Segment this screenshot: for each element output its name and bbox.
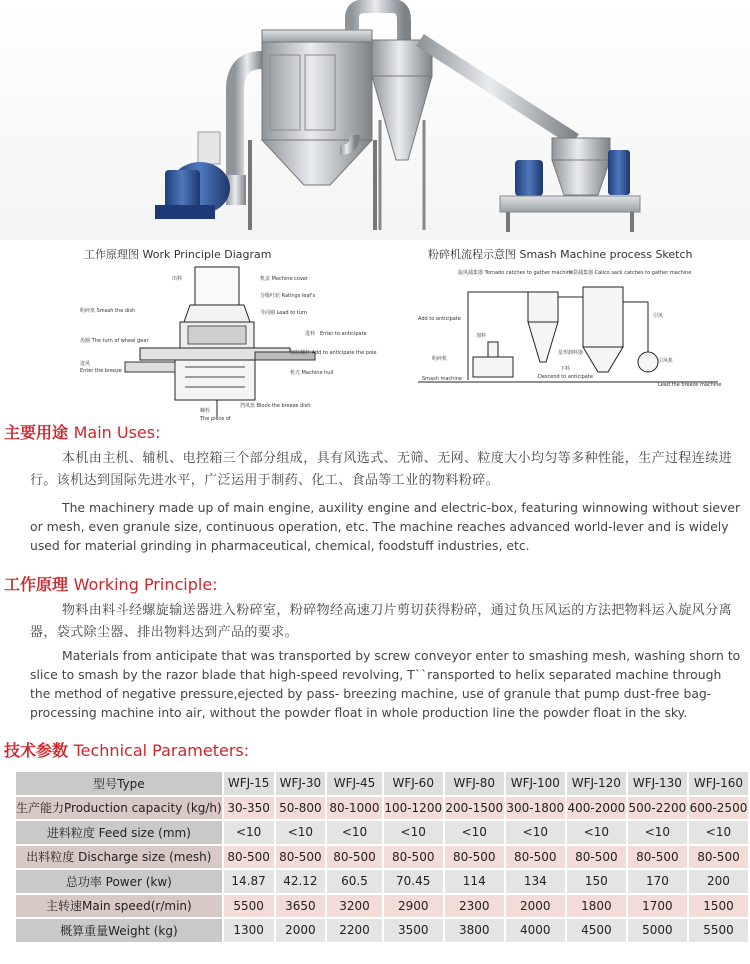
table-cell: 300-1800 — [506, 797, 565, 820]
smash-process-caption: 粉碎机流程示意图 Smash Machine process Sketch — [428, 248, 693, 261]
row-label: 概算重量Weight (kg) — [16, 919, 222, 942]
table-cell: 170 — [628, 870, 687, 893]
table-cell: 60.5 — [327, 870, 381, 893]
row-label: 出料粒度 Discharge size (mesh) — [16, 846, 222, 869]
technical-parameters-title — [4, 738, 249, 761]
table-cell: 80-500 — [628, 846, 687, 869]
table-row-discharge-size — [16, 846, 748, 869]
table-cell: 5500 — [689, 919, 748, 942]
machine-illustration — [0, 0, 750, 240]
row-label: 进料粒度 Feed size (mm) — [16, 821, 222, 844]
label-down: 下料 — [560, 366, 571, 372]
table-cell: <10 — [567, 821, 626, 844]
working-principle-title-cn: 工作原理 — [4, 575, 69, 594]
table-cell: 5500 — [224, 895, 274, 918]
main-uses-cn-text: 本机由主机、辅机、电控箱三个部分组成，具有风选式、无筛、无网、粒度大小均匀等多种性能，生产过程连续进行。该机达到国际先进水平，广泛运用于制药、化工、食品等工业的物料粉碎。 — [30, 451, 733, 488]
main-uses-title-en: Main Uses: — [73, 423, 161, 442]
label-enter-en: Enter to anticipate — [320, 331, 367, 337]
technical-parameters-table — [14, 770, 750, 944]
label-block: 挡风盘 Block the breeze dish — [240, 403, 311, 409]
main-uses-en-text: The machinery made up of main engine, auxility engine and electric-box, featuring winnowing without siever or mesh, even granule size, continuous operation, etc. The machine reaches advanced world-lever and is widely used for material grinding in pharmaceutical, chemical, foodstuff industries, etc. — [30, 500, 741, 553]
table-cell: 80-500 — [689, 846, 748, 869]
table-cell: <10 — [445, 821, 504, 844]
table-cell: <10 — [276, 821, 326, 844]
working-principle-en-text: Materials from anticipate that was transported by screw conveyor enter to smashing mesh, washing shorn to slice to smash by the razor blade that high-speed revolving, T``ransported to helix separated machine through the method of negative pressure,ejected by pass- breezing machine, use of granule that pump dust-free bag-processing machine into air, without the powder float in whole production line the powder float in the sky. — [30, 648, 741, 720]
work-principle-diagram — [80, 262, 390, 426]
table-cell: 14.87 — [224, 870, 274, 893]
label-smash-dish: 粉碎盘 Smash the dish — [80, 308, 136, 314]
row-label: 型号Type — [16, 772, 222, 795]
table-cell: <10 — [384, 821, 443, 844]
table-cell: 200 — [689, 870, 748, 893]
label-leafs: 分级叶轮 Ratings leaf's — [260, 293, 316, 299]
label-screw: 加料螺杆 Add to anticipate the pole — [290, 350, 377, 356]
label-breeze-in: 进风 — [80, 361, 91, 367]
table-cell: <10 — [224, 821, 274, 844]
machine-illustration-svg — [0, 0, 750, 240]
table-cell: 150 — [567, 870, 626, 893]
table-cell: 2000 — [506, 895, 565, 918]
table-cell: 1700 — [628, 895, 687, 918]
table-cell: 4500 — [567, 919, 626, 942]
table-cell: 50-800 — [276, 797, 326, 820]
table-row-power — [16, 870, 748, 893]
table-row-feed-size — [16, 821, 748, 844]
label-smash-en: Smash machine — [422, 376, 462, 382]
smash-process-diagram — [418, 262, 728, 426]
label-fan: 引风机 — [658, 358, 674, 364]
label-smash-cn: 粉碎机 — [432, 356, 448, 362]
table-cell: 100-1200 — [384, 797, 443, 820]
technical-parameters-title-cn: 技术参数 — [4, 741, 69, 760]
table-cell: 42.12 — [276, 870, 326, 893]
working-principle-title-en: Working Principle: — [73, 575, 218, 594]
label-down-en: Descend to anticipate — [538, 374, 593, 380]
label-add: Add to anticipate — [418, 316, 461, 322]
table-cell: WFJ-30 — [276, 772, 326, 795]
table-cell: 70.45 — [384, 870, 443, 893]
table-cell: 114 — [445, 870, 504, 893]
table-cell: <10 — [628, 821, 687, 844]
row-label: 总功率 Power (kw) — [16, 870, 222, 893]
table-row-weight — [16, 919, 748, 942]
table-row-type — [16, 772, 748, 795]
table-cell: 600-2500 — [689, 797, 748, 820]
working-principle-cn-text: 物料由料斗经螺旋输送器进入粉碎室，粉碎物经高速刀片剪切获得粉碎，通过负压风运的方法把物料运入旋风分离器，袋式除尘器、排出物料达到产品的要求。 — [30, 603, 733, 640]
table-cell: 80-500 — [384, 846, 443, 869]
table-cell: WFJ-15 — [224, 772, 274, 795]
label-fan-en: Lead the breeze machine — [658, 382, 722, 388]
table-cell: 80-500 — [327, 846, 381, 869]
table-cell: 2900 — [384, 895, 443, 918]
table-cell: 80-500 — [445, 846, 504, 869]
table-cell: <10 — [506, 821, 565, 844]
table-cell: 3200 — [327, 895, 381, 918]
table-cell: WFJ-45 — [327, 772, 381, 795]
table-cell: WFJ-100 — [506, 772, 565, 795]
label-cover: 机盖 Machine cover — [260, 276, 309, 282]
table-cell: 1500 — [689, 895, 748, 918]
row-label: 生产能力Production capacity (kg/h) — [16, 797, 222, 820]
table-cell: 4000 — [506, 919, 565, 942]
table-cell: WFJ-120 — [567, 772, 626, 795]
label-screw2: 螺栓 — [200, 408, 211, 414]
table-cell: 5000 — [628, 919, 687, 942]
table-cell: 1800 — [567, 895, 626, 918]
smash-process-svg — [418, 262, 728, 422]
label-induced: 引风 — [653, 313, 664, 319]
table-cell: 2200 — [327, 919, 381, 942]
main-uses-title-cn: 主要用途 — [4, 423, 69, 442]
table-cell: WFJ-160 — [689, 772, 748, 795]
table-cell: 200-1500 — [445, 797, 504, 820]
table-cell: 80-500 — [567, 846, 626, 869]
table-cell: <10 — [327, 821, 381, 844]
table-cell: WFJ-80 — [445, 772, 504, 795]
table-cell: WFJ-60 — [384, 772, 443, 795]
row-label: 主转速Main speed(r/min) — [16, 895, 222, 918]
table-cell: 134 — [506, 870, 565, 893]
label-calico: 布袋捕集器 Calico sack catches to gather machine — [568, 270, 692, 276]
label-hull: 机壳 Machine hull — [290, 370, 334, 376]
table-cell: 2300 — [445, 895, 504, 918]
label-out: 出料 — [172, 276, 183, 282]
label-feed: 加料 — [476, 333, 487, 339]
work-principle-caption: 工作原理图 Work Principle Diagram — [84, 248, 272, 261]
table-cell: 80-500 — [224, 846, 274, 869]
table-row-main-speed — [16, 895, 748, 918]
label-breeze-in-en: Enter the breeze — [80, 368, 122, 374]
table-cell: 3800 — [445, 919, 504, 942]
technical-parameters-title-en: Technical Parameters: — [73, 741, 250, 760]
working-principle-title — [4, 572, 218, 595]
table-cell: 80-500 — [276, 846, 326, 869]
label-piece: The piece of — [200, 416, 231, 422]
work-principle-svg — [80, 262, 390, 422]
table-cell: WFJ-130 — [628, 772, 687, 795]
table-row-capacity — [16, 797, 748, 820]
table-cell: 80-1000 — [327, 797, 381, 820]
table-cell: 30-350 — [224, 797, 274, 820]
label-star-discharger: 星形卸料器 — [558, 350, 584, 356]
table-cell: 400-2000 — [567, 797, 626, 820]
table-cell: 2000 — [276, 919, 326, 942]
label-wheel: 齿圈 The turn of wheel gear — [80, 338, 149, 344]
table-cell: <10 — [689, 821, 748, 844]
table-cell: 80-500 — [506, 846, 565, 869]
main-uses-title — [4, 420, 161, 443]
label-enter: 进料 — [305, 331, 316, 337]
label-tornado: 旋风捕集器 Tornado catches to gather machine — [458, 270, 574, 276]
label-lead: 导向圈 Lead to turn — [260, 310, 308, 316]
table-cell: 3500 — [384, 919, 443, 942]
table-cell: 1300 — [224, 919, 274, 942]
table-cell: 3650 — [276, 895, 326, 918]
table-cell: 500-2200 — [628, 797, 687, 820]
